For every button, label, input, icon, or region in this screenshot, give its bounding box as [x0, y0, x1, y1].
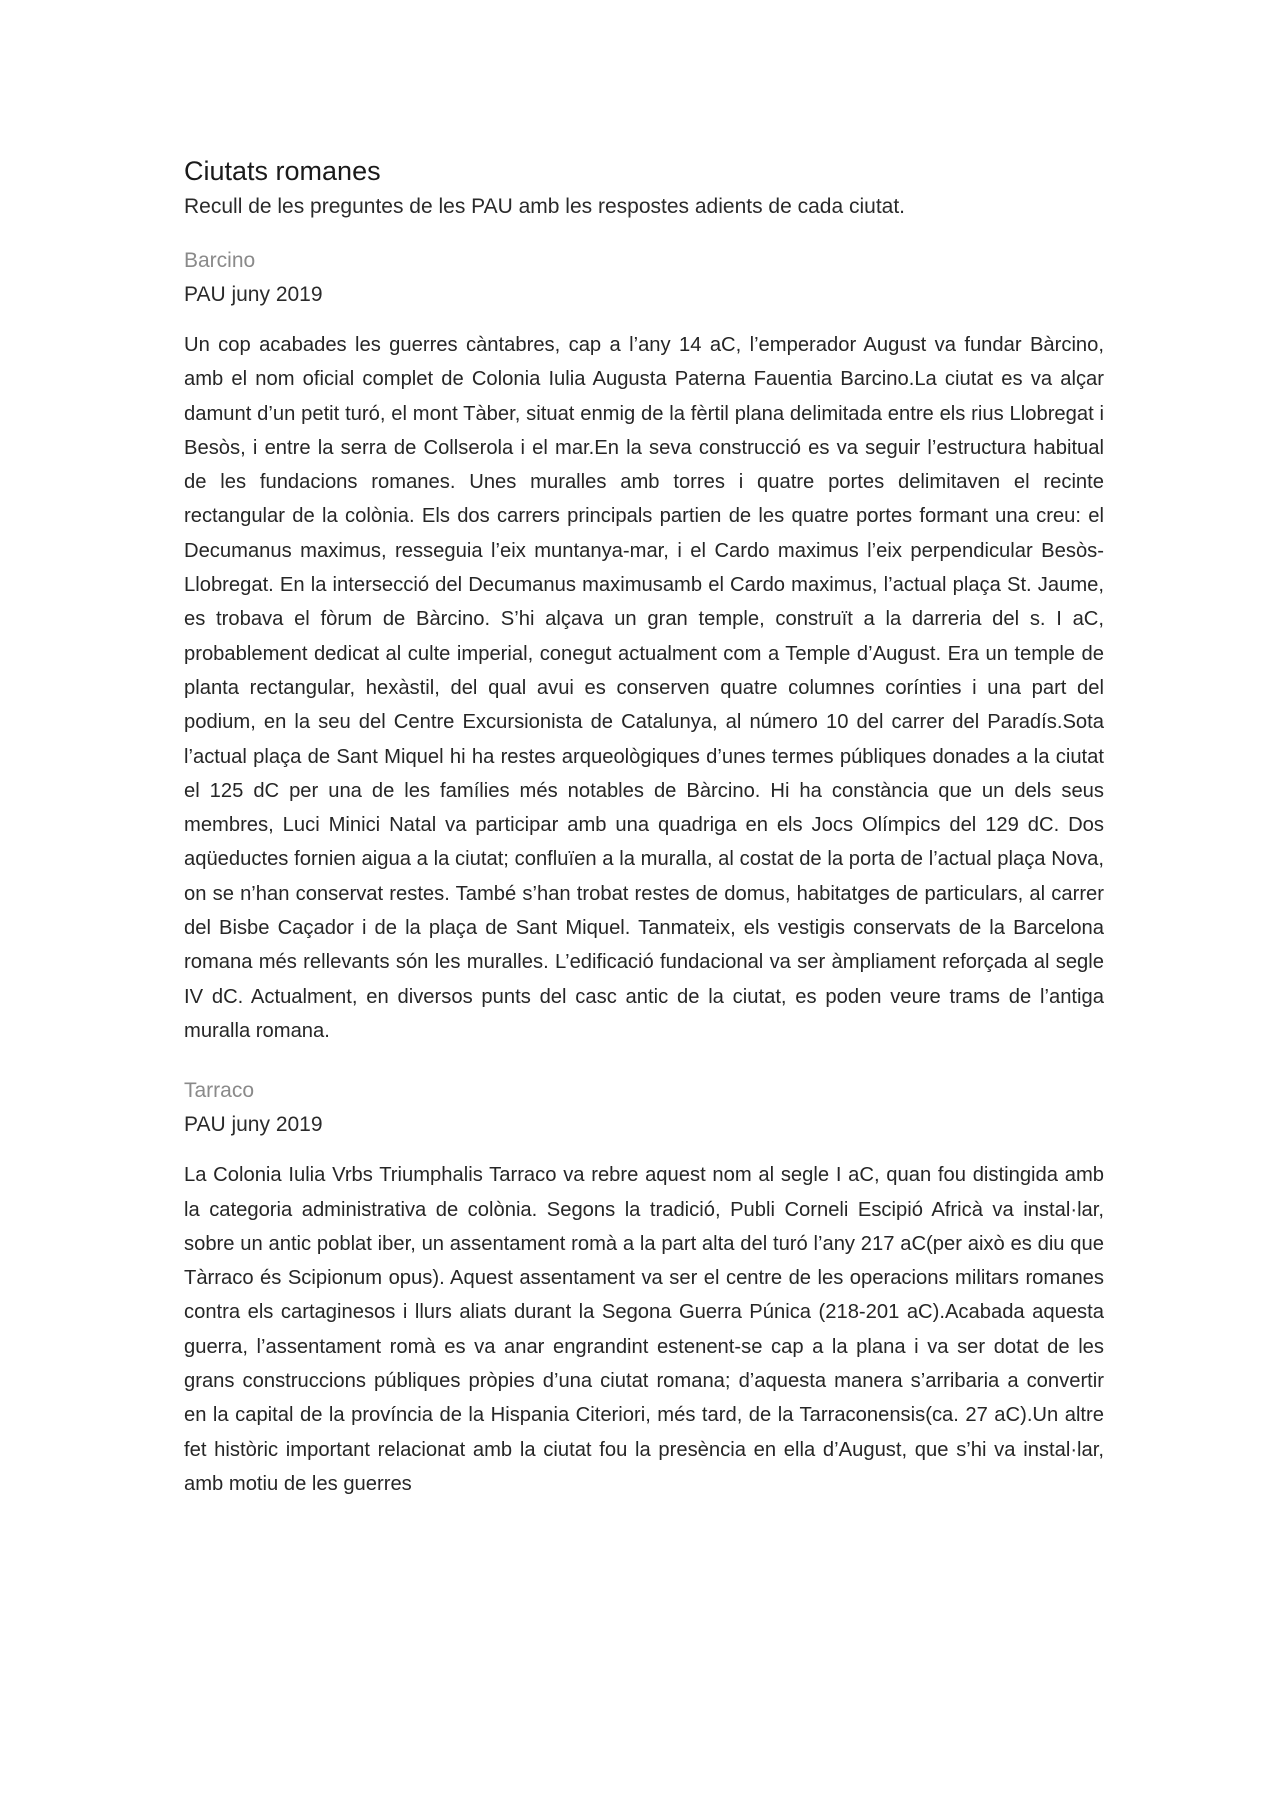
section-body-text: La Colonia Iulia Vrbs Triumphalis Tarraco va rebre aquest nom al segle I aC, quan fou distingida amb la categoria administrativa de colònia. Segons la tradició, Publi Corneli Escipió Africà va instal·lar, sobre un antic poblat iber, un assentament romà a la part alta del turó l’any 217 aC(per això es diu que Tàrraco és Scipionum opus). Aquest assentament va ser el centre de les operacions militars romanes contra els cartaginesos i llurs aliats durant la Segona Guerra Púnica (218-201 aC).Acabada aquesta guerra, l’assentament romà es va anar engrandint estenent-se cap a la plana i va ser dotat de les grans construccions públiques pròpies d’una ciutat romana; d’aquesta manera s’arribaria a convertir en la capital de la província de la Hispania Citeriori, més tard, de la Tarraconensis(ca. 27 aC).Un altre fet històric important relacionat amb la ciutat fou la presència en ella d’August, que s’hi va instal·lar, amb motiu de les guerres — [184, 1164, 1104, 1495]
document-subtitle: Recull de les preguntes de les PAU amb les respostes adients de cada ciutat. — [184, 195, 906, 218]
document-page — [184, 154, 1104, 1501]
section-exam-label: PAU juny 2019 — [184, 1113, 323, 1137]
section-heading: Barcino — [184, 249, 256, 272]
section-body-text: Un cop acabades les guerres càntabres, cap a l’any 14 aC, l’emperador August va fundar Bàrcino, amb el nom oficial complet de Colonia Iulia Augusta Paterna Fauentia Barcino.La ciutat es va alçar damunt d’un petit turó, el mont Tàber, situat enmig de la fèrtil plana delimitada entre els rius Llobregat i Besòs, i entre la serra de Collserola i el mar.En la seva construcció es va seguir l’estructura habitual de les fundacions romanes. Unes muralles amb torres i quatre portes delimitaven el recinte rectangular de la colònia. Els dos carrers principals partien de les quatre portes formant una creu: el Decumanus maximus, resseguia l’eix muntanya-mar, i el Cardo maximus l’eix perpendicular Besòs-Llobregat. En la intersecció del Decumanus maximusamb el Cardo maximus, l’actual plaça St. Jaume, es trobava el fòrum de Bàrcino. S’hi alçava un gran temple, construït a la darreria del s. I aC, probablement dedicat al culte imperial, conegut actualment com a Temple d’August. Era un temple de planta rectangular, hexàstil, del qual avui es conserven quatre columnes corínties i una part del podium, en la seu del Centre Excursionista de Catalunya, al número 10 del carrer del Paradís.Sota l’actual plaça de Sant Miquel hi ha restes arqueològiques d’unes termes públiques donades a la ciutat el 125 dC per una de les famílies més notables de Bàrcino. Hi ha constància que un dels seus membres, Luci Minici Natal va participar amb una quadriga en els Jocs Olímpics del 129 dC. Dos aqüeductes fornien aigua a la ciutat; confluïen a la muralla, al costat de la porta de l’actual plaça Nova, on se n’han conservat restes. També s’han trobat restes de domus, habitatges de particulars, al carrer del Bisbe Caçador i de la plaça de Sant Miquel. Tanmateix, els vestigis conservats de la Barcelona romana més rellevants són les muralles. L’edificació fundacional va ser àmpliament reforçada al segle IV dC. Actualment, en diversos punts del casc antic de la ciutat, es poden veure trams de l’antiga muralla romana. — [184, 334, 1104, 1042]
section-barcino — [184, 246, 1104, 1048]
document-title: Ciutats romanes — [184, 156, 381, 186]
section-heading: Tarraco — [184, 1079, 255, 1103]
section-exam-label: PAU juny 2019 — [184, 283, 323, 306]
section-tarraco — [184, 1076, 1104, 1501]
